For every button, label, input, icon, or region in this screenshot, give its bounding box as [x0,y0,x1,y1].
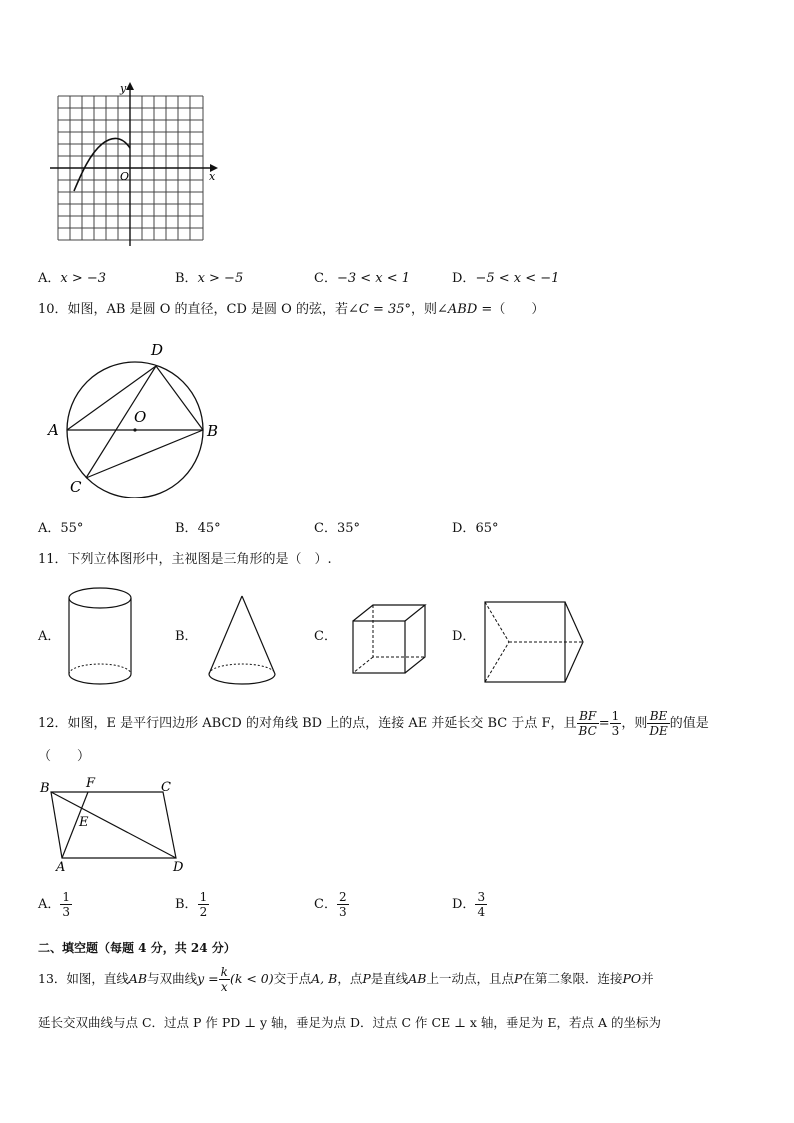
q12-bracket: （ ） [38,749,91,764]
origin-label: O [120,170,130,183]
fraction-one-third: $\frac{1}{3}$ [611,709,620,738]
q11-option-a[interactable]: A． [38,629,61,644]
label-a: A [48,421,59,439]
label-b: B [40,781,50,796]
q12-option-b[interactable]: B． $\frac{1}{2}$ [175,890,208,919]
label-b: B [207,422,219,440]
q10-option-b[interactable]: B．45° [175,521,221,536]
label-c: C [161,780,171,795]
q11-cube [348,600,430,680]
segment-bc [86,430,203,478]
diagonal-bd [51,792,176,858]
q9-option-d[interactable]: D．−5 < x < −1 [452,271,560,286]
label-f: F [86,776,96,791]
q10-option-a[interactable]: A．55° [38,521,84,536]
label-c: C [70,478,82,496]
q9-option-a[interactable]: A．x > −3 [38,271,107,286]
q10-option-c[interactable]: C．35° [314,521,360,536]
q12-option-d[interactable]: D． $\frac{3}{4}$ [452,890,486,919]
x-label: x [209,170,216,183]
q10-question: 10．如图，AB 是圆 O 的直径，CD 是圆 O 的弦，若∠C = 35°，则∠ABD =（ ） [38,302,545,317]
label-a: A [56,860,66,874]
q11-option-b[interactable]: B． [175,629,198,644]
y-axis-arrow [126,82,134,90]
q10-circle-figure [40,338,230,498]
q11-option-c[interactable]: C． [314,629,337,644]
q9-option-c[interactable]: C．−3 < x < 1 [314,271,411,286]
q9-option-b[interactable]: B．x > −5 [175,271,244,286]
section-title: 二、填空题（每题 4 分，共 24 分） [38,941,236,955]
label-d: D [173,860,184,874]
fraction-bf-bc: $\frac{BF}{BC}$ [578,709,597,738]
q10-option-d[interactable]: D．65° [452,521,499,536]
q11-prism [482,598,588,686]
fraction-be-de: $\frac{BE}{DE}$ [649,709,668,738]
q12-option-a[interactable]: A． $\frac{1}{3}$ [38,890,71,919]
q12-parallelogram-figure [36,774,196,874]
q9-graph [48,76,224,248]
q13-line-2: 延长交双曲线与点 C．过点 P 作 PD ⊥ y 轴，垂足为点 D．过点 C 作 CE ⊥ x 轴，垂足为 E，若点 A 的坐标为 [38,1015,662,1030]
q13-line-1: 13．如图，直线AB与双曲线y = $\frac{k}{x}$ (k < 0)交于点A, B，点P是直线AB上一动点，且点P在第二象限．连接PO并 [38,965,654,994]
y-label: y [120,82,127,95]
label-e: E [79,815,89,830]
q12-question: 12．如图，E 是平行四边形 ABCD 的对角线 BD 上的点，连接 AE 并延长交 BC 于点 F，且 $\frac{BF}{BC}$ = $\frac{1}{3}$ ，则 $\frac{BE}{DE}$ 的值是 [38,709,709,738]
label-d: D [151,341,164,359]
q11-question: 11．下列立体图形中，主视图是三角形的是（ ）. [38,552,332,567]
q11-option-d[interactable]: D． [452,629,476,644]
label-o: O [134,408,147,426]
q12-option-c[interactable]: C． $\frac{2}{3}$ [314,890,347,919]
center-dot [133,428,136,431]
q11-cylinder [66,584,136,690]
q11-cone [206,592,278,692]
segment-bd [156,366,203,430]
